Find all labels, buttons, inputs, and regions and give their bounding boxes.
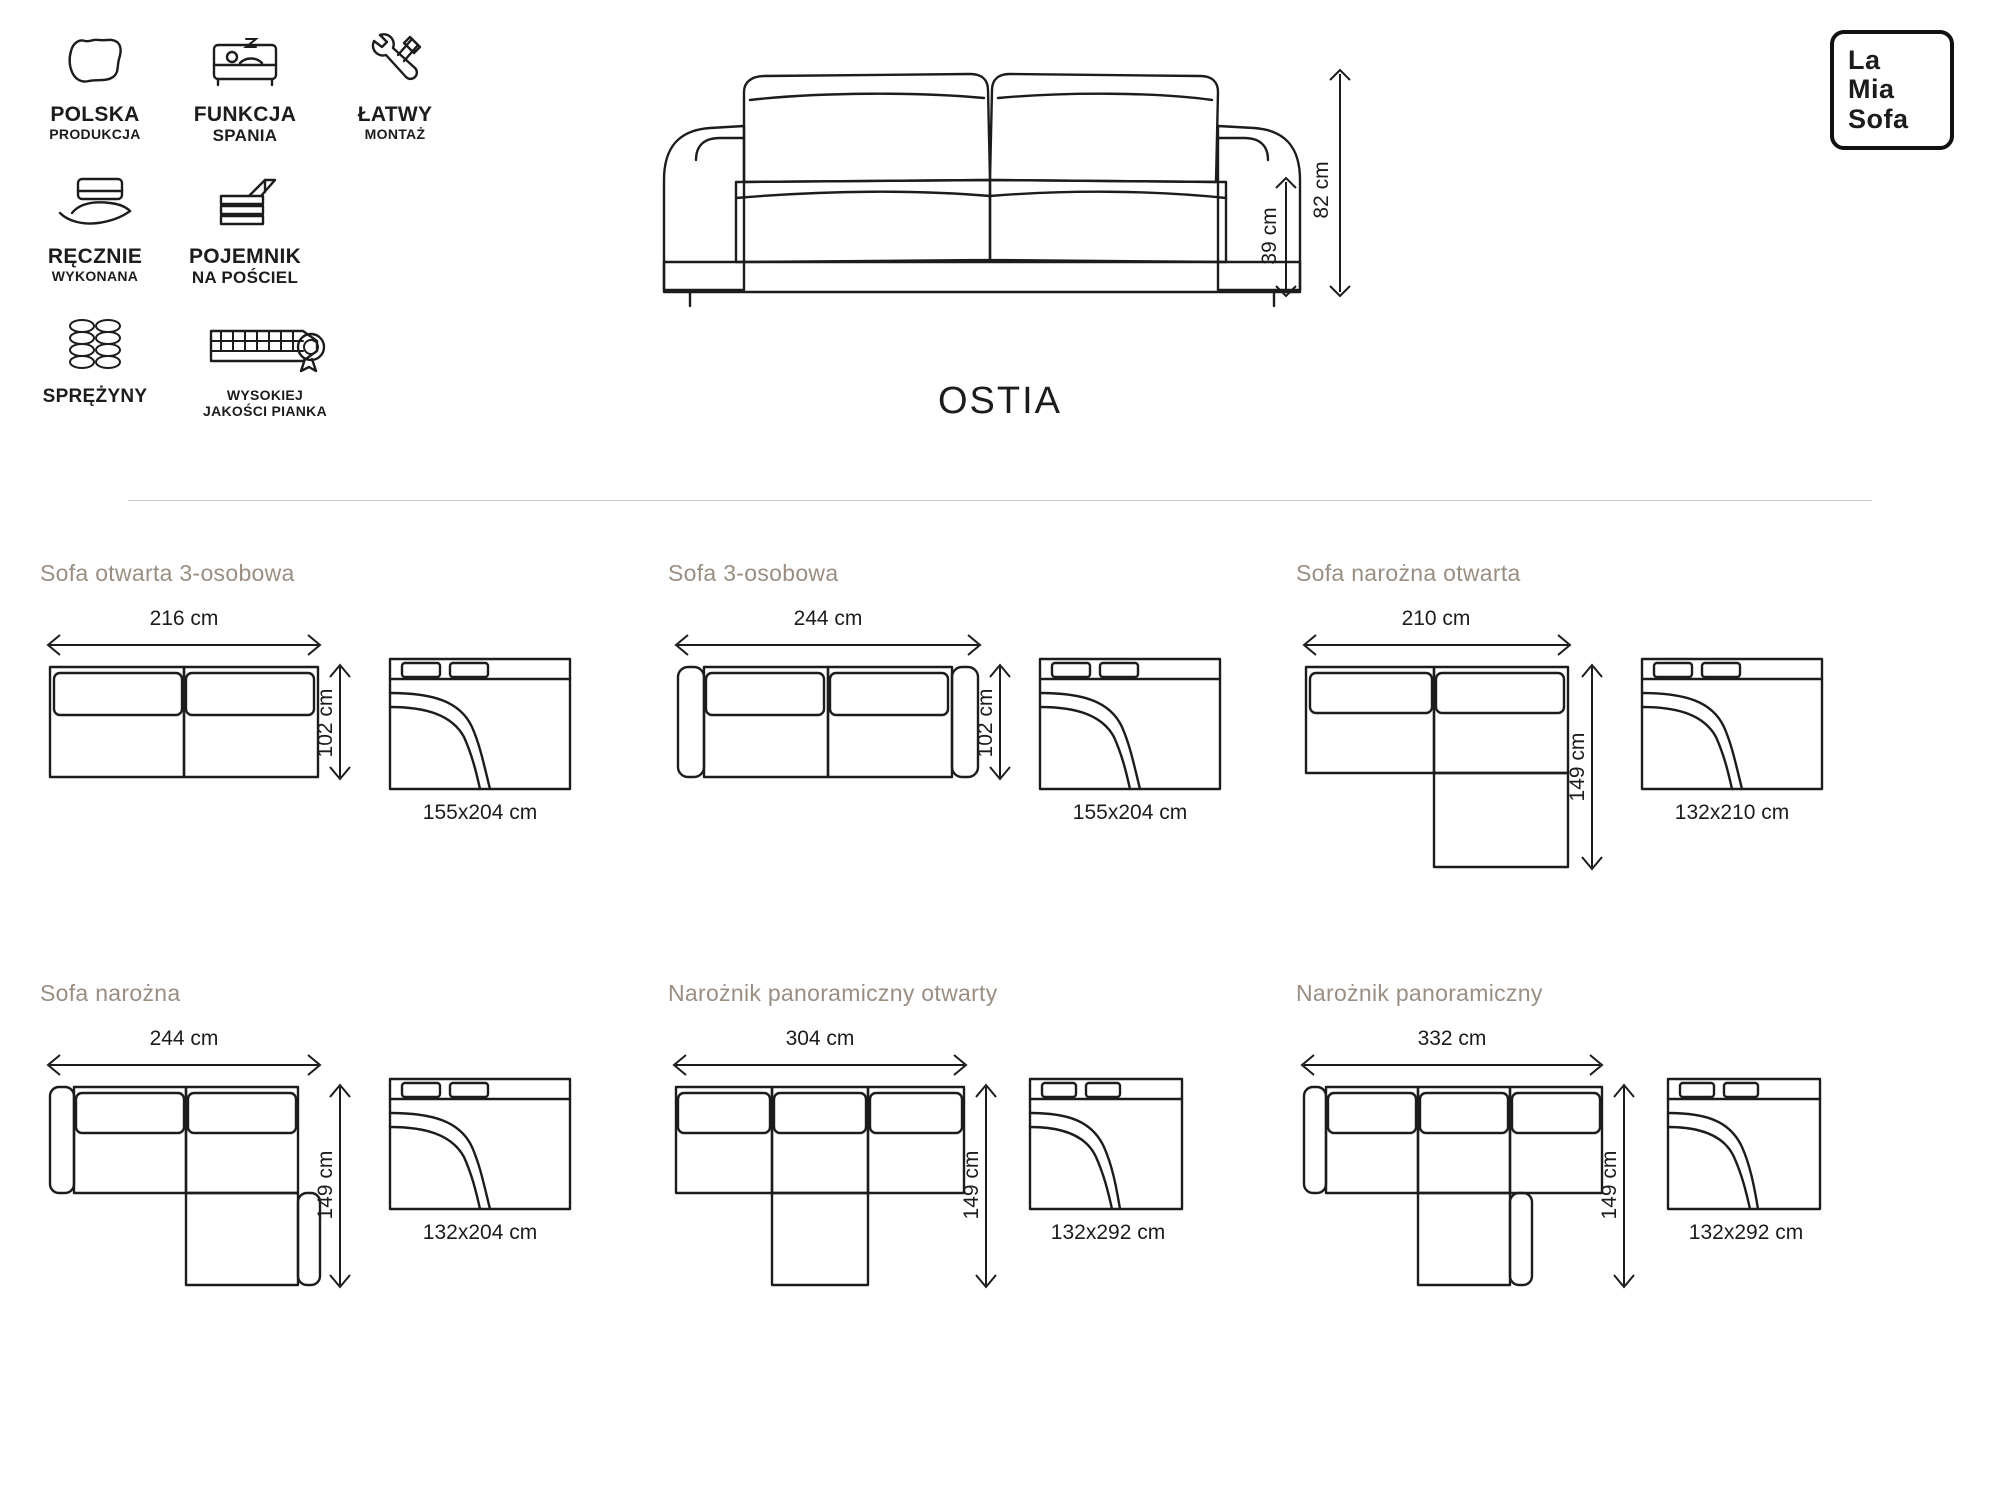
badge-label-line2: WYKONANA xyxy=(51,267,139,284)
badge-label-line2: NA POŚCIEL xyxy=(191,267,299,287)
variant-width-label: 244 cm xyxy=(793,607,863,630)
badge-label-line2: SPANIA xyxy=(212,126,278,146)
badge-label-line2: JAKOŚCI PIANKA xyxy=(203,403,327,420)
sleeping-person-icon xyxy=(206,18,284,104)
feature-badges xyxy=(20,18,480,419)
badge-label-line1: POJEMNIK xyxy=(188,244,302,268)
product-name: OSTIA xyxy=(937,380,1063,422)
badge-sprezyny xyxy=(20,301,170,407)
badge-label-line1: ŁATWY xyxy=(357,103,433,126)
variant-width-label: 332 cm xyxy=(1417,1027,1487,1050)
variant-depth-label: 149 cm xyxy=(314,1150,337,1220)
variant-sofa-narozna xyxy=(40,980,620,1317)
variant-title: Sofa 3-osobowa xyxy=(668,560,839,586)
badge-label-line1: RĘCZNIE xyxy=(47,244,143,268)
bedding-box-icon xyxy=(209,160,281,246)
foam-award-icon xyxy=(195,301,335,387)
variant-width-label: 210 cm xyxy=(1401,607,1471,630)
variant-title: Sofa narożna xyxy=(40,980,181,1006)
hero-height-total-label: 82 cm xyxy=(1310,161,1333,219)
variant-depth-label: 149 cm xyxy=(1566,732,1589,802)
variant-bed-label: 132x210 cm xyxy=(1674,801,1790,824)
variant-depth-label: 102 cm xyxy=(974,688,997,758)
variant-naroznik-panoramiczny-otwarty xyxy=(668,980,1248,1317)
variant-width-label: 244 cm xyxy=(149,1027,219,1050)
badge-label-line1: FUNKCJA xyxy=(193,103,297,126)
tools-icon xyxy=(360,18,430,104)
hand-sofa-icon xyxy=(54,160,136,246)
variant-bed-label: 132x292 cm xyxy=(1050,1221,1166,1244)
badge-polska-produkcja xyxy=(20,18,170,142)
badge-row-3 xyxy=(20,301,480,419)
variant-sofa-3-osobowa xyxy=(668,560,1248,897)
logo-line-2: Mia xyxy=(1848,74,1895,105)
badge-funkcja-spania xyxy=(170,18,320,146)
variant-bed-label: 132x292 cm xyxy=(1688,1221,1804,1244)
badge-recznie-wykonana xyxy=(20,160,170,284)
logo-line-3: Sofa xyxy=(1848,103,1909,134)
badge-row-2 xyxy=(20,160,480,288)
springs-icon xyxy=(60,301,130,387)
badge-label-line1: POLSKA xyxy=(50,103,140,126)
badge-label-line1: SPRĘŻYNY xyxy=(42,386,148,408)
variant-depth-label: 149 cm xyxy=(960,1150,983,1220)
variant-sofa-narozna-otwarta xyxy=(1296,560,1876,897)
variant-title: Sofa otwarta 3-osobowa xyxy=(40,560,295,586)
badge-wysokiej-jakosci-pianka xyxy=(170,301,360,419)
poland-map-icon xyxy=(59,18,131,104)
variant-width-label: 216 cm xyxy=(149,607,219,630)
variant-bed-label: 155x204 cm xyxy=(422,801,538,824)
badge-label-line2: PRODUKCJA xyxy=(49,126,141,143)
badge-pojemnik-na-posciel xyxy=(170,160,320,288)
brand-logo xyxy=(1830,30,1954,150)
variant-title: Narożnik panoramiczny xyxy=(1296,980,1543,1006)
variant-title: Sofa narożna otwarta xyxy=(1296,560,1521,586)
badge-label-line2: MONTAŻ xyxy=(364,126,426,143)
variant-title: Narożnik panoramiczny otwarty xyxy=(668,980,998,1006)
badge-label-line1: WYSOKIEJ xyxy=(226,387,304,404)
divider xyxy=(128,500,1872,501)
variant-depth-label: 102 cm xyxy=(314,688,337,758)
logo-line-1: La xyxy=(1848,45,1881,76)
hero-sofa-front-view xyxy=(640,30,1360,370)
variant-naroznik-panoramiczny xyxy=(1296,980,1876,1317)
variant-depth-label: 149 cm xyxy=(1598,1150,1621,1220)
badge-latwy-montaz xyxy=(320,18,470,142)
variant-bed-label: 132x204 cm xyxy=(422,1221,538,1244)
variant-bed-label: 155x204 cm xyxy=(1072,801,1188,824)
variant-sofa-otwarta-3-osobowa xyxy=(40,560,620,897)
badge-row-1 xyxy=(20,18,480,146)
variant-width-label: 304 cm xyxy=(785,1027,855,1050)
hero-height-seat-label: 39 cm xyxy=(1258,207,1281,265)
